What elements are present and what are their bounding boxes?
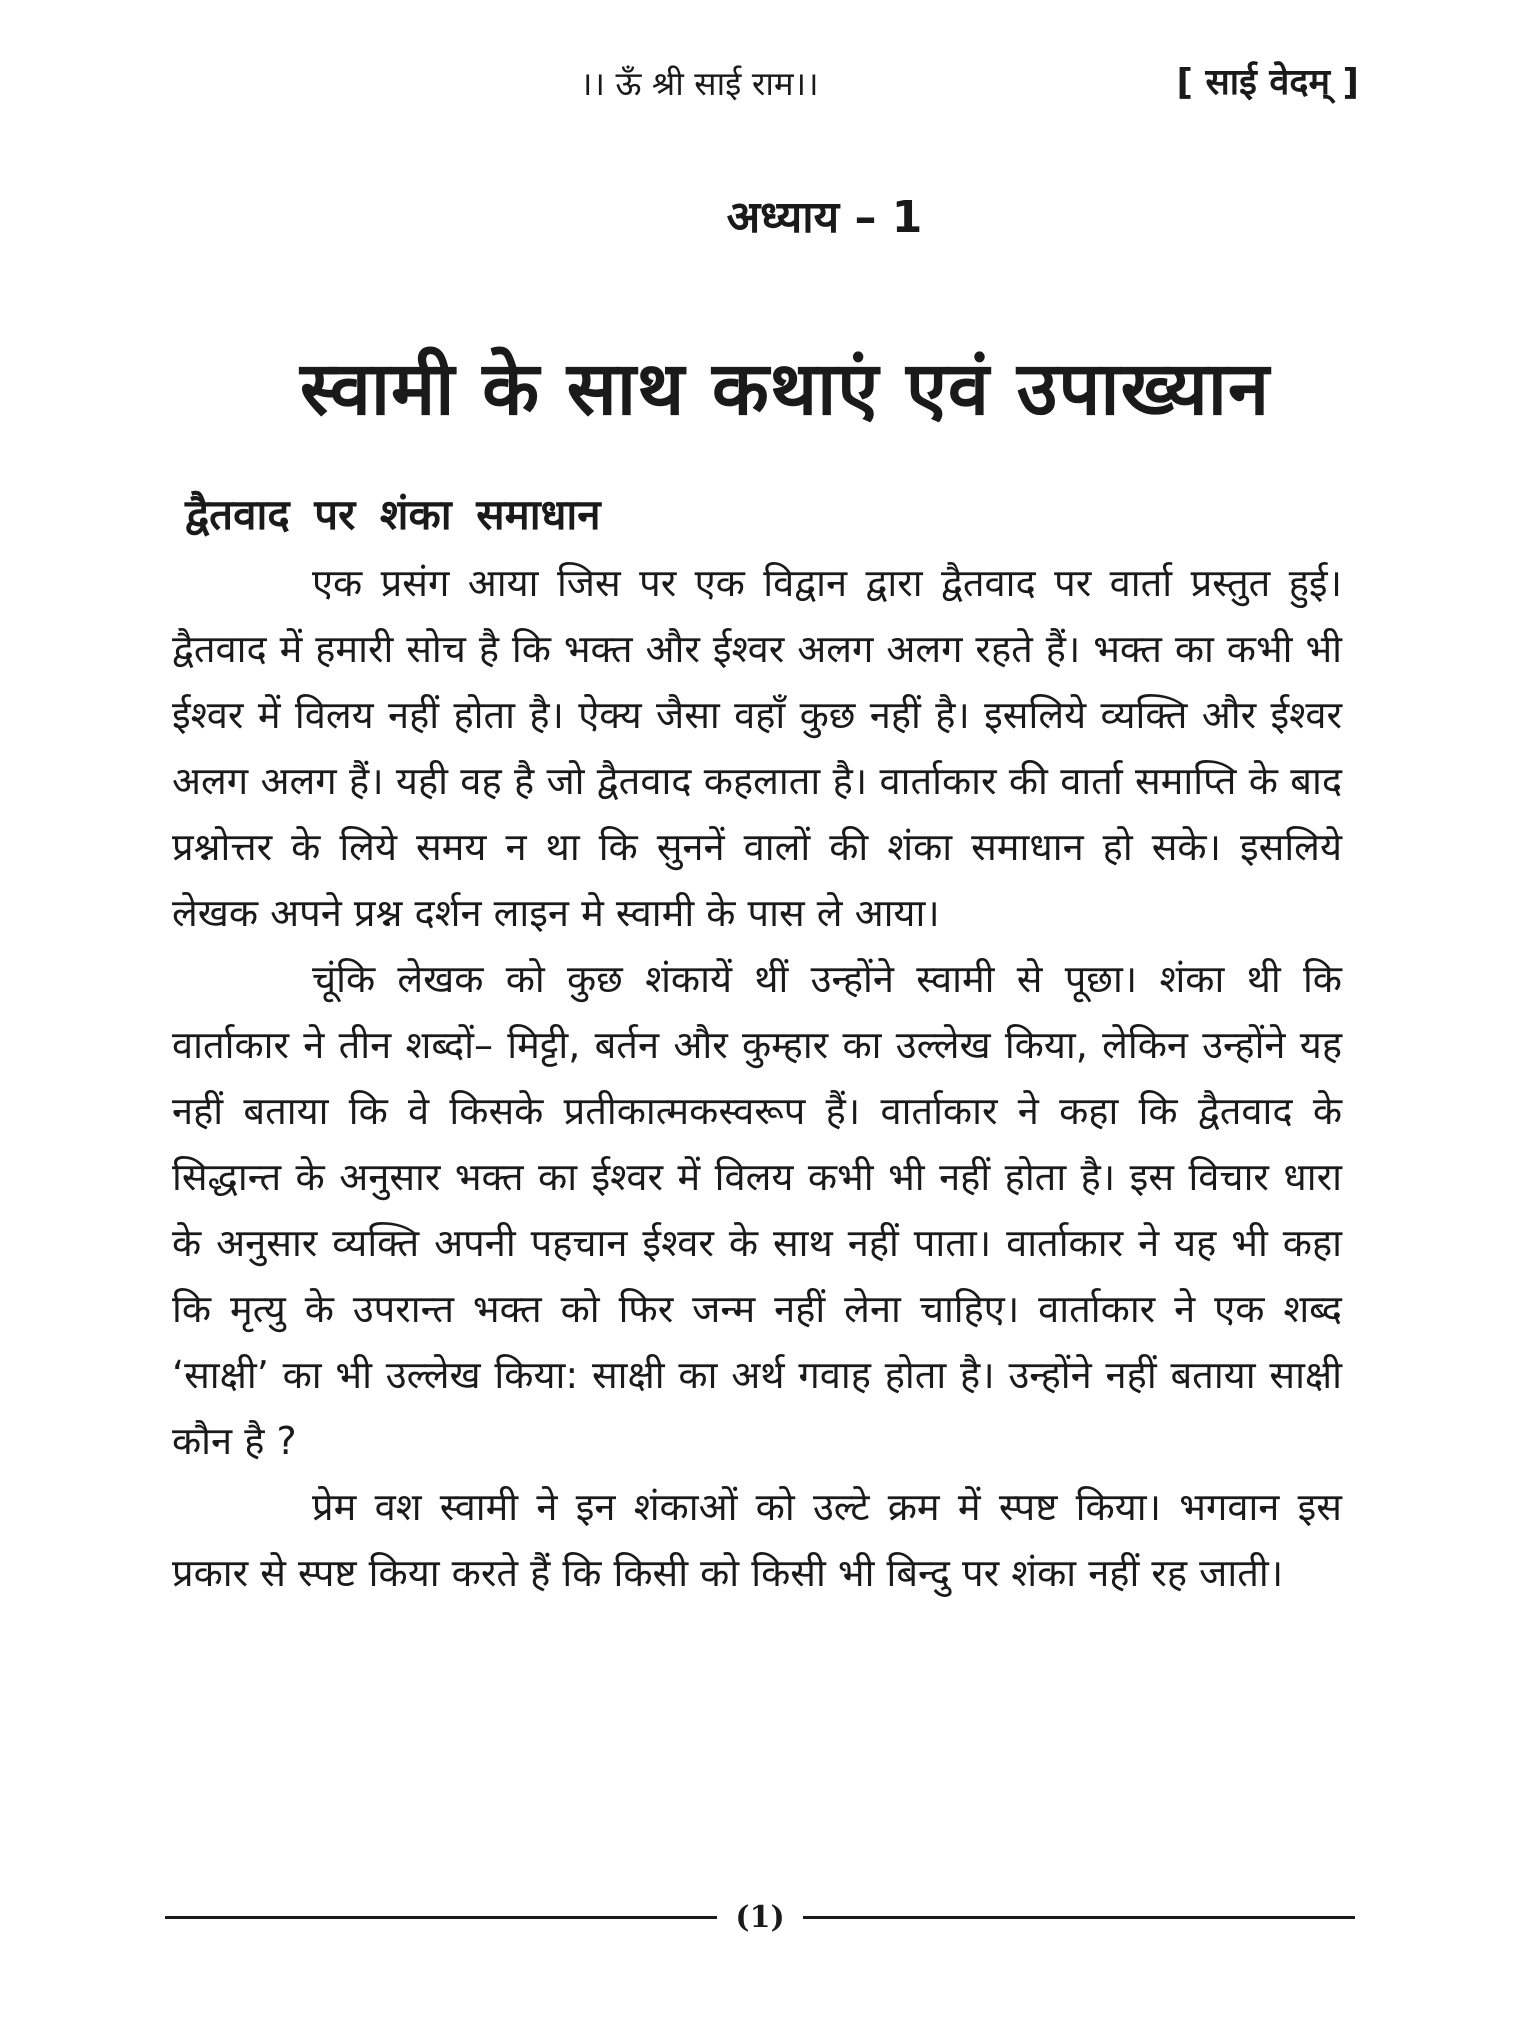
body-text <box>172 550 1342 1606</box>
page-number: (1) <box>735 1900 785 1935</box>
header-book-title: [ साई वेदम् ] <box>1176 62 1359 103</box>
page-footer <box>165 1900 1355 1935</box>
chapter-label: अध्याय – 1 <box>726 192 923 243</box>
paragraph: प्रेम वश स्वामी ने इन शंकाओं को उल्टे क्रम में स्पष्ट किया। भगवान इस प्रकार से स्पष्ट किया करते हैं कि किसी को किसी भी बिन्दु पर शंका नहीं रह जाती। <box>172 1485 1342 1595</box>
chapter-title: स्वामी के साथ कथाएं एवं उपाख्यान <box>299 346 1271 432</box>
footer-rule-left <box>165 1916 717 1919</box>
section-heading: द्वैतवाद पर शंका समाधान <box>185 490 601 539</box>
paragraph: चूंकि लेखक को कुछ शंकायें थीं उन्होंने स्वामी से पूछा। शंका थी कि वार्ताकार ने तीन शब्दों– मिट्टी, बर्तन और कुम्हार का उल्लेख किया, लेकिन उन्होंने यह नहीं बताया कि वे किसके प्रतीकात्मकस्वरूप हैं। वार्ताकार ने कहा कि द्वैतवाद के सिद्धान्त के अनुसार भक्त का ईश्वर में विलय कभी भी नहीं होता है। इस विचार धारा के अनुसार व्यक्ति अपनी पहचान ईश्वर के साथ नहीं पाता। वार्ताकार ने यह भी कहा कि मृत्यु के उपरान्त भक्त को फिर जन्म नहीं लेना चाहिए। वार्ताकार ने एक शब्द ‘साक्षी’ का भी उल्लेख किया: साक्षी का अर्थ गवाह होता है। उन्होंने नहीं बताया साक्षी कौन है ? <box>172 957 1342 1463</box>
footer-rule-right <box>803 1916 1355 1919</box>
header-invocation: ।। ऊँ श्री साई राम।। <box>580 64 819 103</box>
paragraph: एक प्रसंग आया जिस पर एक विद्वान द्वारा द्वैतवाद पर वार्ता प्रस्तुत हुई। द्वैतवाद में हमारी सोच है कि भक्त और ईश्वर अलग अलग रहते हैं। भक्त का कभी भी ईश्वर में विलय नहीं होता है। ऐक्य जैसा वहाँ कुछ नहीं है। इसलिये व्यक्ति और ईश्वर अलग अलग हैं। यही वह है जो द्वैतवाद कहलाता है। वार्ताकार की वार्ता समाप्ति के बाद प्रश्नोत्तर के लिये समय न था कि सुननें वालों की शंका समाधान हो सके। इसलिये लेखक अपने प्रश्न दर्शन लाइन मे स्वामी के पास ले आया। <box>172 561 1342 935</box>
